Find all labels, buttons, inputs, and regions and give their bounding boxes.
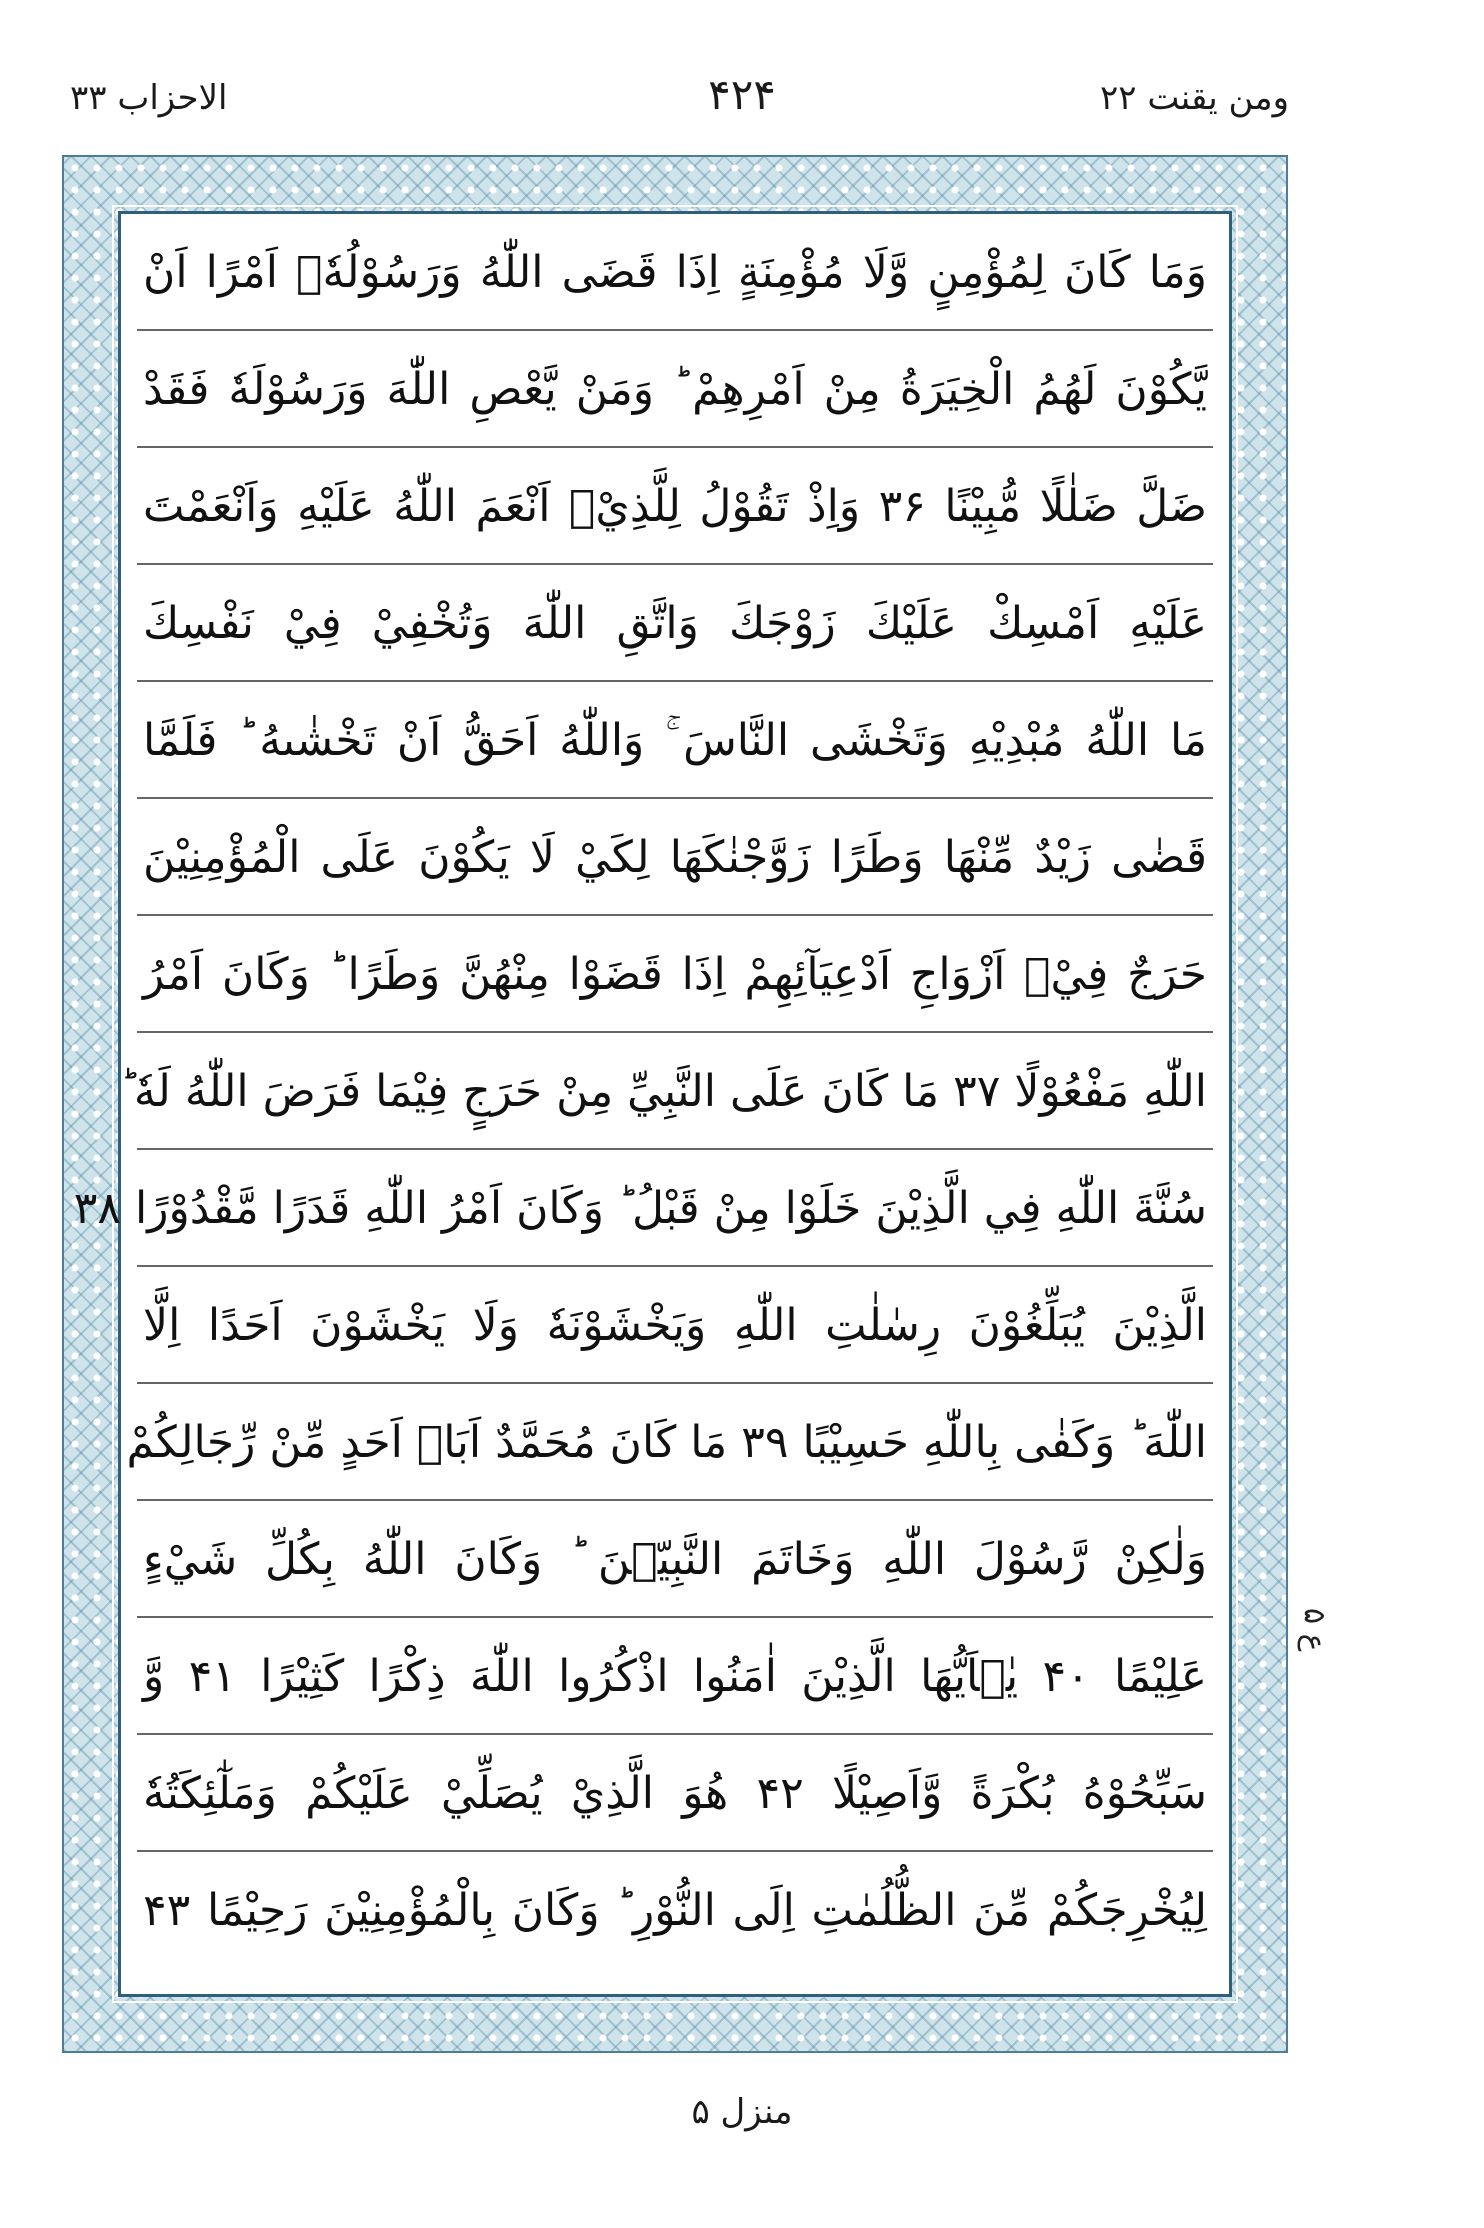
page-number: ۴۲۴ [708, 70, 776, 119]
surah-label: الاحزاب ۳۳ [70, 78, 228, 118]
verse-line: عَلَيْهِ اَمْسِكْ عَلَيْكَ زَوْجَكَ وَاتَّقِ اللّٰهَ وَتُخْفِيْ فِيْ نَفْسِكَ [137, 565, 1213, 682]
verse-line: عَلِيْمًا ۴۰ يٰۤاَيُّهَا الَّذِيْنَ اٰمَنُوا اذْكُرُوا اللّٰهَ ذِكْرًا كَثِيْرًا ۴۱ وَّ [137, 1618, 1213, 1735]
verse-line: حَرَجٌ فِيْۤ اَزْوَاجِ اَدْعِيَآئِهِمْ اِذَا قَضَوْا مِنْهُنَّ وَطَرًا ؕ وَكَانَ اَمْرُ [137, 916, 1213, 1033]
verse-line: اللّٰهِ مَفْعُوْلًا ۳۷ مَا كَانَ عَلَى النَّبِيِّ مِنْ حَرَجٍ فِيْمَا فَرَضَ اللّٰهُ لَهٗ ؕ [137, 1033, 1213, 1150]
page-header [0, 0, 1484, 150]
juz-label: ومن یقنت ۲۲ [1100, 78, 1289, 118]
verse-line: وَمَا كَانَ لِمُؤْمِنٍ وَّلَا مُؤْمِنَةٍ اِذَا قَضَى اللّٰهُ وَرَسُوْلُهٗۤ اَمْرًا اَنْ [137, 214, 1213, 331]
verse-lines [73, 214, 1213, 1994]
verse-line: ضَلَّ ضَلٰلًا مُّبِيْنًا ۳۶ وَاِذْ تَقُوْلُ لِلَّذِيْۤ اَنْعَمَ اللّٰهُ عَلَيْهِ وَاَنْعَمْتَ [137, 448, 1213, 565]
verse-line: سَبِّحُوْهُ بُكْرَةً وَّاَصِيْلًا ۴۲ هُوَ الَّذِيْ يُصَلِّيْ عَلَيْكُمْ وَمَلٰٓئِكَتُهٗ [137, 1735, 1213, 1852]
manzil-label: منزل ۵ [691, 2092, 793, 2132]
verse-line: قَضٰى زَيْدٌ مِّنْهَا وَطَرًا زَوَّجْنٰكَهَا لِكَيْ لَا يَكُوْنَ عَلَى الْمُؤْمِنِيْنَ [137, 799, 1213, 916]
verse-line: سُنَّةَ اللّٰهِ فِي الَّذِيْنَ خَلَوْا مِنْ قَبْلُ ؕ وَكَانَ اَمْرُ اللّٰهِ قَدَرًا مَّقْدُوْرًا ۳۸ [137, 1150, 1213, 1267]
verse-line: لِيُخْرِجَكُمْ مِّنَ الظُّلُمٰتِ اِلَى النُّوْرِ ؕ وَكَانَ بِالْمُؤْمِنِيْنَ رَحِيْمًا ۴۳ [143, 1885, 1207, 1936]
verse-line: اللّٰهَ ؕ وَكَفٰى بِاللّٰهِ حَسِيْبًا ۳۹ مَا كَانَ مُحَمَّدٌ اَبَاۤ اَحَدٍ مِّنْ رِّجَالِكُمْ [137, 1384, 1213, 1501]
text-panel [73, 211, 1232, 1997]
ornamental-border [62, 155, 1288, 2053]
ruku-marker: ع ۵ [1297, 1608, 1332, 1652]
verse-line: الَّذِيْنَ يُبَلِّغُوْنَ رِسٰلٰتِ اللّٰهِ وَيَخْشَوْنَهٗ وَلَا يَخْشَوْنَ اَحَدًا اِلَّا [137, 1267, 1213, 1384]
verse-line: يَّكُوْنَ لَهُمُ الْخِيَرَةُ مِنْ اَمْرِهِمْ ؕ وَمَنْ يَّعْصِ اللّٰهَ وَرَسُوْلَهٗ فَقَدْ [137, 331, 1213, 448]
verse-line: مَا اللّٰهُ مُبْدِيْهِ وَتَخْشَى النَّاسَ ۚ وَاللّٰهُ اَحَقُّ اَنْ تَخْشٰىهُ ؕ فَلَمَّا [137, 682, 1213, 799]
verse-line: وَلٰكِنْ رَّسُوْلَ اللّٰهِ وَخَاتَمَ النَّبِيّٖنَ ؕ وَكَانَ اللّٰهُ بِكُلِّ شَيْءٍ [137, 1501, 1213, 1618]
